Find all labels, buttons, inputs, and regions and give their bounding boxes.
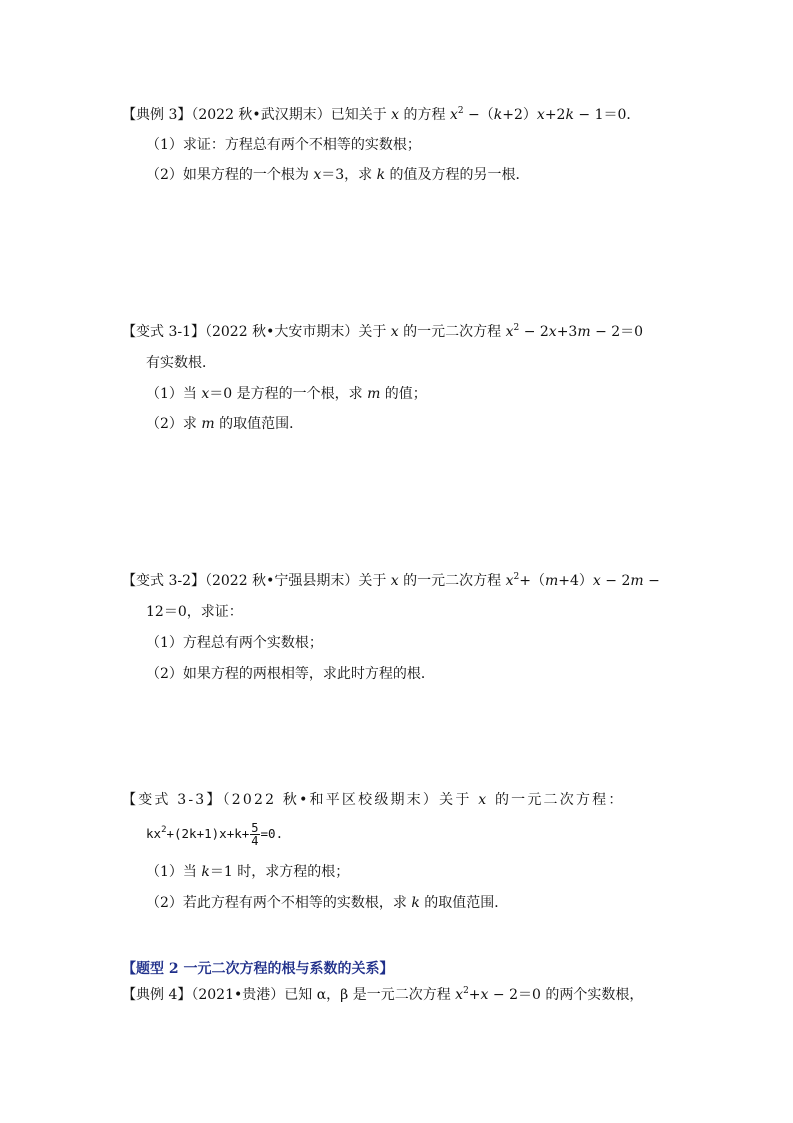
fraction-denominator: 4 <box>251 834 259 848</box>
problem-label: 【典例 4】（2021•贵港）已知 α，β 是一元二次方程 <box>122 987 456 1003</box>
text: （2）如果方程的一个根为 <box>146 167 314 183</box>
variant-3-3-question-2 <box>146 894 508 912</box>
var-x: x <box>592 573 601 589</box>
text: 的取值范围． <box>214 416 304 432</box>
problem-label: 【变式 3-1】（2022 秋•大安市期末）关于 <box>122 324 391 340</box>
variant-3-1-question-1 <box>146 385 427 403</box>
text: +（ <box>519 573 545 589</box>
variant-3-2-continuation: 12＝0，求证： <box>146 604 243 620</box>
text: +(2k+1)x+k+ <box>166 826 250 841</box>
var-k: k <box>493 107 503 123</box>
var-k: k <box>565 107 574 123</box>
text: =0. <box>260 826 284 841</box>
text: ＝1 时，求方程的根； <box>209 864 350 880</box>
example-3-stem <box>122 106 640 124</box>
text: ＝3，求 <box>321 167 377 183</box>
example-4-stem <box>122 986 643 1004</box>
text: 的值； <box>380 386 427 402</box>
variant-3-3-question-1 <box>146 863 349 881</box>
text: +3 <box>556 324 578 340</box>
var-k: k <box>376 167 386 183</box>
text: 的一元二次方程： <box>488 792 625 808</box>
var-x: x <box>391 107 400 123</box>
var-m: m <box>201 416 215 432</box>
text: 的一元二次方程 <box>398 573 506 589</box>
var-x: x <box>478 792 489 808</box>
text: − 1＝0． <box>573 107 641 123</box>
var-x: x <box>390 573 399 589</box>
variant-3-3-equation <box>146 819 283 849</box>
section-heading: 【题型 2 一元二次方程的根与系数的关系】 <box>122 961 394 977</box>
text: 的方程 <box>399 107 450 123</box>
var-x: x <box>505 324 514 340</box>
var-x: x <box>548 324 557 340</box>
text: − 2 <box>600 573 631 589</box>
problem-label: 【变式 3-2】（2022 秋•宁强县期末）关于 <box>122 573 391 589</box>
exponent: 2 <box>513 323 520 333</box>
text: +2） <box>502 107 537 123</box>
var-k: k <box>411 895 420 911</box>
exponent: 2 <box>161 825 167 835</box>
var-m: m <box>630 573 644 589</box>
text: +2 <box>544 107 566 123</box>
variant-3-1-stem <box>122 323 643 341</box>
problem-label: 【典例 3】（2022 秋•武汉期末）已知关于 <box>122 107 392 123</box>
text: − <box>643 573 660 589</box>
var-x: x <box>201 386 210 402</box>
text: − 2 <box>519 324 549 340</box>
problem-label: 【变式 3-3】（2022 秋•和平区校级期末）关于 <box>122 792 479 808</box>
exponent: 2 <box>513 572 520 582</box>
exponent: 2 <box>457 106 464 116</box>
variant-3-2-stem <box>122 572 660 590</box>
var-x: x <box>313 167 322 183</box>
text: 的取值范围． <box>419 895 509 911</box>
text: （1）当 <box>146 864 202 880</box>
var-x: x <box>536 107 545 123</box>
variant-3-2-question-1: （1）方程总有两个实数根； <box>146 635 323 651</box>
var-m: m <box>577 324 591 340</box>
example-3-question-2 <box>146 166 530 184</box>
variant-3-1-continuation: 有实数根． <box>146 355 216 371</box>
var-x: x <box>390 324 399 340</box>
text: 的一元二次方程 <box>398 324 506 340</box>
text: ＝0 是方程的一个根，求 <box>209 386 368 402</box>
var-k: k <box>201 864 210 880</box>
variant-3-3-stem <box>122 791 625 809</box>
example-3-question-1: （1）求证：方程总有两个不相等的实数根； <box>146 137 421 153</box>
text: （2）若此方程有两个不相等的实数根，求 <box>146 895 412 911</box>
var-x: x <box>505 573 514 589</box>
exponent: 2 <box>463 986 469 996</box>
text: − 2＝0 <box>590 324 644 340</box>
text: （1）当 <box>146 386 202 402</box>
variant-3-1-question-2 <box>146 415 303 433</box>
text: −（ <box>463 107 494 123</box>
var-m: m <box>367 386 381 402</box>
fraction-numerator: 5 <box>251 821 259 835</box>
text: 的值及方程的另一根． <box>385 167 530 183</box>
var-m: m <box>544 573 559 589</box>
text: （2）求 <box>146 416 202 432</box>
fraction <box>250 822 259 847</box>
text: kx <box>146 826 162 841</box>
text: + <box>468 987 481 1003</box>
text: +4） <box>558 573 593 589</box>
var-x: x <box>449 107 458 123</box>
variant-3-2-question-2: （2）如果方程的两根相等，求此时方程的根． <box>146 666 435 682</box>
var-x: x <box>455 987 464 1003</box>
var-x: x <box>480 987 489 1003</box>
text: − 2＝0 的两个实数根， <box>488 987 644 1003</box>
